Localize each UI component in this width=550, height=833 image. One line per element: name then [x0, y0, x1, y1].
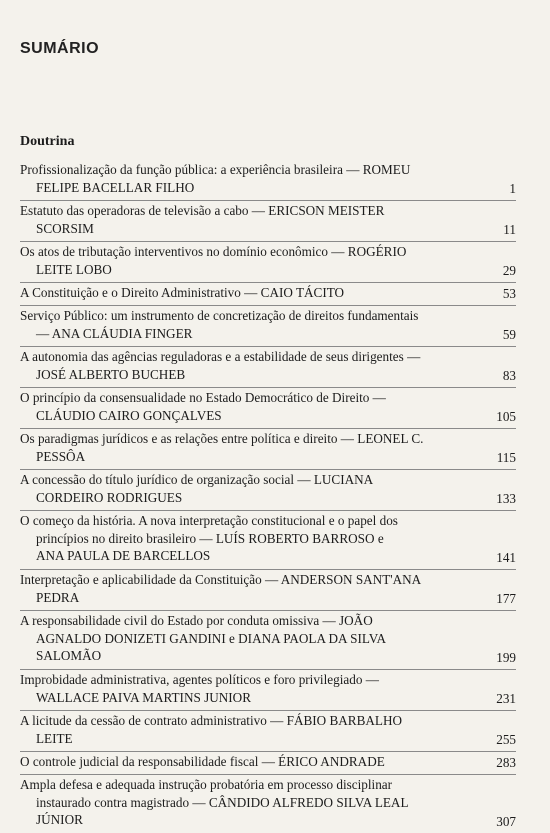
entry-title-line1: A responsabilidade civil do Estado por conduta omissiva — JOÃO	[20, 613, 373, 628]
entry-title-line1: A autonomia das agências reguladoras e a estabilidade de seus dirigentes —	[20, 349, 421, 364]
entry-title-line3: ANA PAULA DE BARCELLOS	[36, 548, 211, 564]
entry-title-line2: princípios no direito brasileiro — LUÍS ROBERTO BARROSO e	[36, 530, 384, 546]
entry-page-number: 141	[496, 550, 516, 566]
toc-entry	[20, 306, 516, 347]
toc-entry	[20, 160, 516, 201]
table-of-contents	[20, 160, 516, 833]
toc-entry	[20, 570, 516, 611]
toc-entry	[20, 511, 516, 570]
entry-title-line3: SALOMÃO	[36, 648, 102, 664]
toc-entry	[20, 711, 516, 752]
entry-title-line1: O começo da história. A nova interpretação constitucional e o papel dos	[20, 513, 398, 528]
entry-title-line1: Profissionalização da função pública: a experiência brasileira — ROMEU	[20, 162, 411, 177]
entry-title-line2: SCORSIM	[36, 220, 94, 236]
entry-page-number: 53	[502, 286, 516, 302]
toc-entry	[20, 347, 516, 388]
entry-page-number: 115	[496, 450, 516, 466]
entry-page-number: 231	[496, 691, 516, 707]
toc-entry	[20, 470, 516, 511]
entry-page-number: 177	[496, 591, 516, 607]
entry-title-line1: Estatuto das operadoras de televisão a cabo — ERICSON MEISTER	[20, 203, 385, 218]
entry-title-line1: O princípio da consensualidade no Estado Democrático de Direito —	[20, 390, 386, 405]
entry-page-number: 133	[496, 491, 516, 507]
toc-entry	[20, 670, 516, 711]
entry-title-line1: O controle judicial da responsabilidade fiscal — ÉRICO ANDRADE	[20, 754, 385, 769]
entry-page-number: 11	[503, 222, 516, 238]
entry-title-line1: Ampla defesa e adequada instrução probatória em processo disciplinar	[20, 777, 393, 792]
page-title: SUMÁRIO	[20, 40, 100, 57]
entry-title-line1: Os atos de tributação interventivos no domínio econômico — ROGÉRIO	[20, 244, 407, 259]
entry-title-line2: WALLACE PAIVA MARTINS JUNIOR	[36, 689, 251, 705]
entry-title-line2: CLÁUDIO CAIRO GONÇALVES	[36, 407, 222, 423]
toc-entry	[20, 201, 516, 242]
entry-title-line2: AGNALDO DONIZETI GANDINI e DIANA PAOLA DA SILVA	[36, 630, 387, 646]
entry-page-number: 1	[509, 181, 516, 197]
entry-page-number: 29	[502, 263, 516, 279]
entry-page-number: 255	[496, 732, 516, 748]
entry-title-line1: A Constituição e o Direito Administrativo — CAIO TÁCITO	[20, 285, 345, 300]
entry-page-number: 105	[496, 409, 516, 425]
toc-entry	[20, 242, 516, 283]
entry-title-line2: LEITE	[36, 730, 73, 746]
entry-title-line2: PEDRA	[36, 589, 80, 605]
entry-title-line1: Serviço Público: um instrumento de concretização de direitos fundamentais	[20, 308, 419, 323]
toc-entry	[20, 283, 516, 306]
section-heading: Doutrina	[20, 134, 75, 149]
entry-title-line1: Os paradigmas jurídicos e as relações entre política e direito — LEONEL C.	[20, 431, 424, 446]
toc-entry	[20, 611, 516, 670]
entry-title-line2: JOSÉ ALBERTO BUCHEB	[36, 366, 186, 382]
entry-title-line2: CORDEIRO RODRIGUES	[36, 489, 183, 505]
entry-title-line2: LEITE LOBO	[36, 261, 112, 277]
entry-title-line2: PESSÔA	[36, 448, 86, 464]
toc-entry	[20, 388, 516, 429]
entry-title-line3: JÚNIOR	[36, 812, 83, 828]
entry-title-line2: FELIPE BACELLAR FILHO	[36, 179, 195, 195]
toc-entry	[20, 752, 516, 775]
entry-title-line1: A concessão do título jurídico de organização social — LUCIANA	[20, 472, 374, 487]
entry-page-number: 283	[496, 755, 516, 771]
entry-title-line1: A licitude da cessão de contrato administrativo — FÁBIO BARBALHO	[20, 713, 403, 728]
toc-entry	[20, 429, 516, 470]
entry-page-number: 199	[496, 650, 516, 666]
toc-entry	[20, 775, 516, 833]
entry-title-line2: — ANA CLÁUDIA FINGER	[36, 325, 193, 341]
entry-title-line1: Improbidade administrativa, agentes políticos e foro privilegiado —	[20, 672, 379, 687]
entry-title-line1: Interpretação e aplicabilidade da Constituição — ANDERSON SANT'ANA	[20, 572, 422, 587]
entry-page-number: 59	[502, 327, 516, 343]
entry-page-number: 307	[496, 814, 516, 830]
entry-title-line2: instaurado contra magistrado — CÂNDIDO ALFREDO SILVA LEAL	[36, 794, 409, 810]
entry-page-number: 83	[502, 368, 516, 384]
